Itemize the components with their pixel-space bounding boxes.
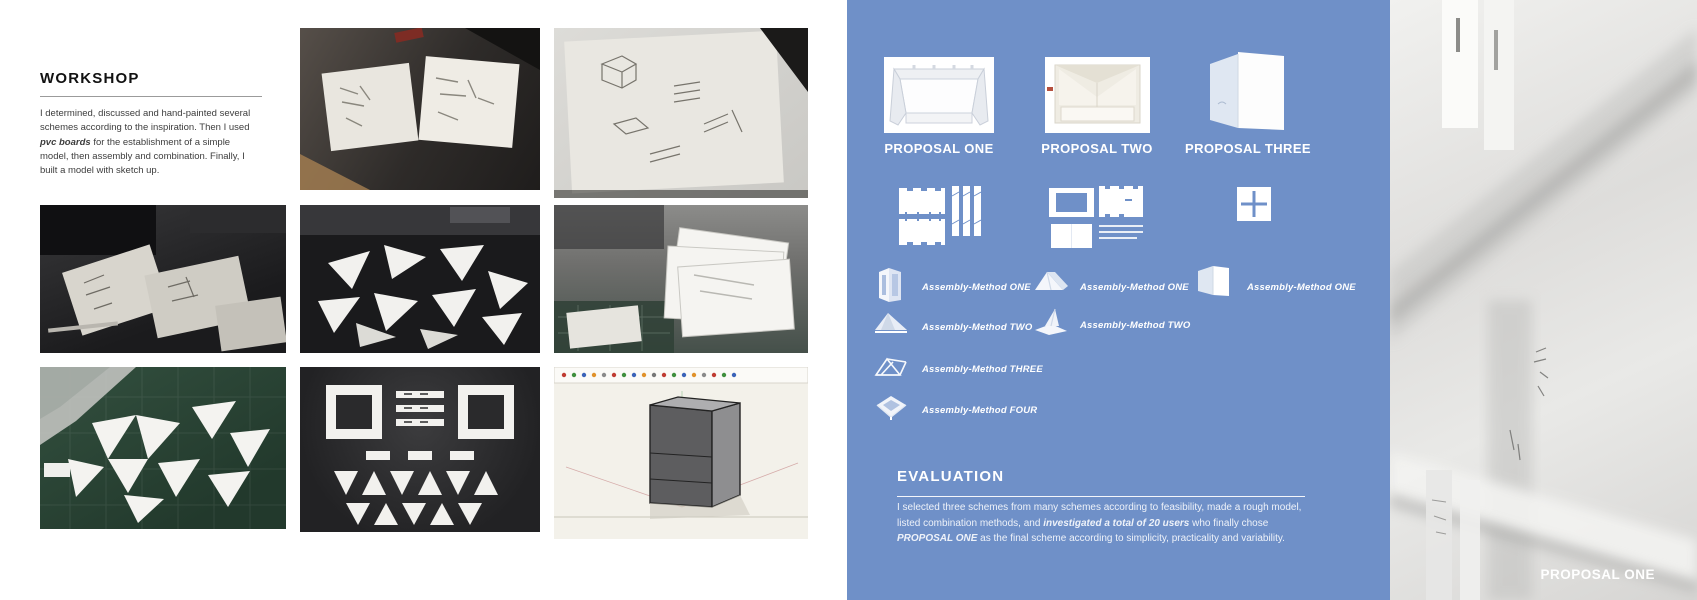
- cutting-mat-graphic: [40, 367, 286, 529]
- assembly-folded-flag-icon: [1033, 304, 1069, 336]
- assembly-open-frame-icon: [876, 264, 904, 304]
- desk-sketchbooks-graphic: [300, 28, 540, 190]
- photo-pvc-triangle-pieces: [300, 205, 540, 353]
- proposal-two-model-graphic: [1045, 57, 1150, 133]
- proposal-one-flat-pattern: [897, 184, 981, 250]
- proposal-three-label: PROPOSAL THREE: [1185, 141, 1311, 156]
- model-photo-graphic: [1390, 0, 1697, 600]
- proposal-one-model-graphic: [884, 57, 994, 133]
- workshop-section: [40, 70, 262, 188]
- evaluation-divider: [897, 496, 1305, 497]
- photo-sketchup-screenshot: [554, 367, 808, 539]
- workshop-title: WORKSHOP: [40, 70, 140, 87]
- assembly-method-label: Assembly-Method ONE: [1080, 282, 1189, 293]
- assembly-method-label: Assembly-Method ONE: [1247, 282, 1356, 293]
- proposal-one-label: PROPOSAL ONE: [884, 141, 994, 156]
- proposal-two-flat-pattern: [1047, 184, 1147, 250]
- photo-flat-pattern-pieces: [300, 367, 540, 532]
- sketchup-graphic: [554, 367, 808, 539]
- proposal-three-model-graphic: [1200, 48, 1287, 133]
- proposal-one-model-photo: [1390, 0, 1697, 600]
- sketch-papers-graphic: [40, 205, 286, 353]
- evaluation-paragraph: I selected three schemes from many schemes according to feasibility, made a rough model, listed combination methods, and investigated a total of 20 users who finally chose PROPOSAL ONE as the final scheme according to simplicity, practicality and variability.: [897, 502, 1302, 544]
- photo-sketchbook-closeup: [554, 28, 808, 198]
- assembly-method-label: Assembly-Method THREE: [922, 364, 1043, 375]
- proposal-three-image: [1200, 48, 1287, 133]
- evaluation-title: EVALUATION: [897, 468, 1005, 485]
- proposal-two-label: PROPOSAL TWO: [1041, 141, 1153, 156]
- proposal-three-flat-pattern: [1235, 185, 1273, 223]
- assembly-low-prism-icon: [873, 308, 909, 336]
- photo-green-cutting-mat: [40, 367, 286, 529]
- flat-pattern-graphic: [300, 367, 540, 532]
- proposals-panel: [847, 0, 1390, 600]
- assembly-folded-screen-icon: [1191, 262, 1233, 300]
- assembly-method-label: Assembly-Method FOUR: [922, 405, 1038, 416]
- photo-pvc-board-stack: [554, 205, 808, 353]
- photo-caption: PROPOSAL ONE: [1540, 567, 1655, 582]
- photo-sketch-papers-on-cutting-mat: [40, 205, 286, 353]
- assembly-wire-prism-icon: [873, 352, 909, 380]
- sketchbook-closeup-graphic: [554, 28, 808, 198]
- assembly-method-label: Assembly-Method ONE: [922, 282, 1031, 293]
- assembly-method-label: Assembly-Method TWO: [1080, 320, 1191, 331]
- assembly-method-label: Assembly-Method TWO: [922, 322, 1033, 333]
- workshop-paragraph: I determined, discussed and hand-painted several schemes according to the inspiration. Then I used pvc boards for the establishment of a simple model, then assembly and combination. Finally, I built a model with sketch up.: [40, 108, 251, 176]
- assembly-flat-fold-icon: [873, 392, 909, 422]
- proposal-one-image: [884, 57, 994, 133]
- board-stack-graphic: [554, 205, 808, 353]
- workshop-divider: [40, 96, 262, 97]
- photo-desk-with-sketchbooks: [300, 28, 540, 190]
- pvc-pieces-graphic: [300, 205, 540, 353]
- assembly-tent-icon: [1033, 266, 1069, 296]
- proposal-two-image: [1045, 57, 1150, 133]
